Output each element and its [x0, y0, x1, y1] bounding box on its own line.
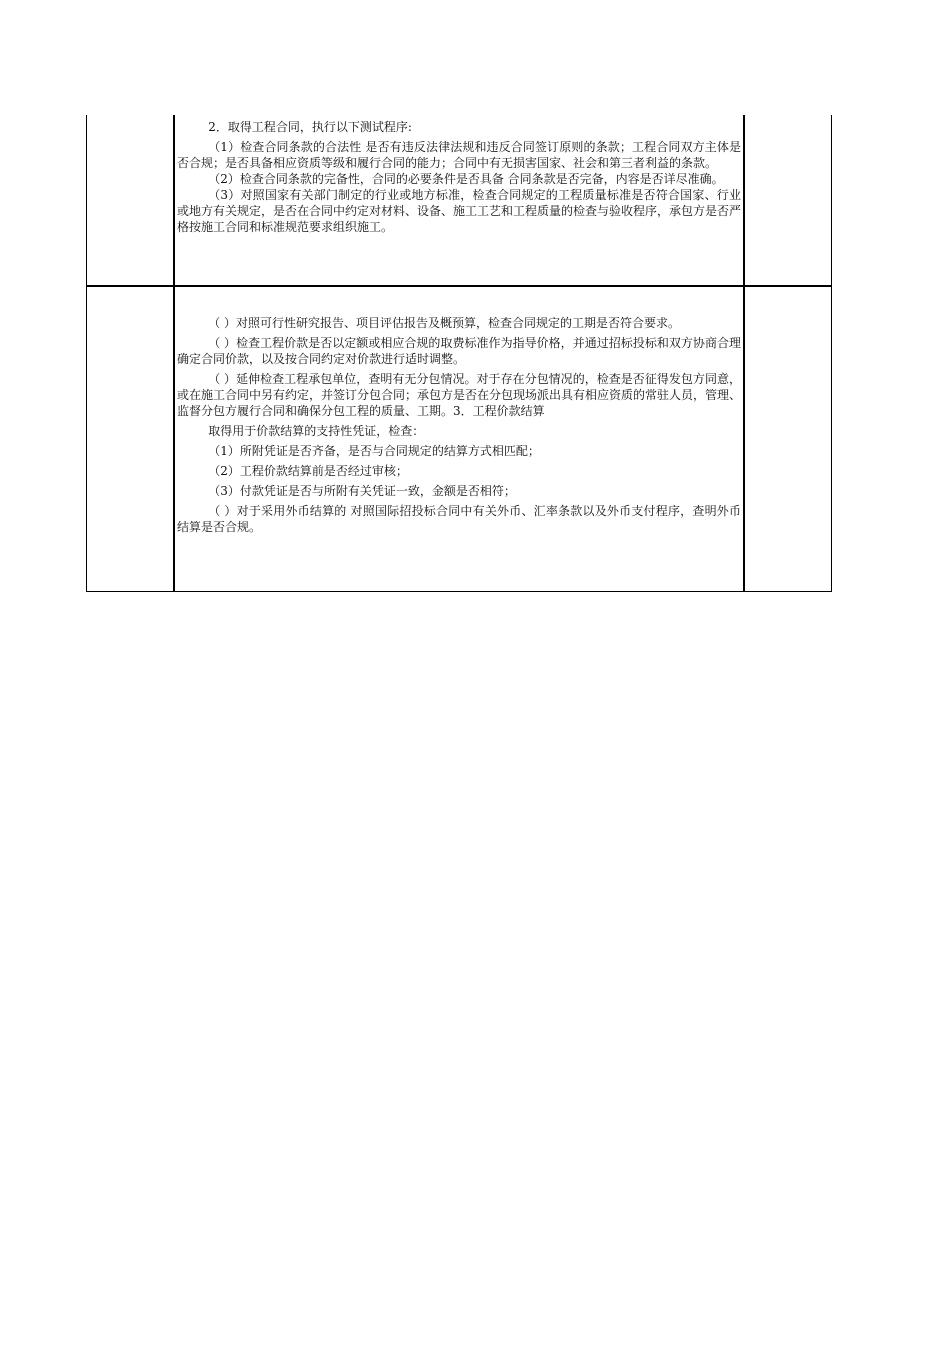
- paragraph: 取得用于价款结算的支持性凭证，检查：: [208, 424, 425, 438]
- paragraph: 2．取得工程合同，执行以下测试程序:: [208, 120, 412, 134]
- paragraph: （1）所附凭证是否齐备，是否与合同规定的结算方式相匹配；: [208, 444, 540, 458]
- paragraph: （ ）对照可行性研究报告、项目评估报告及概预算，检查合同规定的工期是否符合要求。: [208, 316, 681, 330]
- paragraph: （ ）延伸检查工程承包单位，查明有无分包情况。对于存在分包情况的，检查是否征得发包方同意，或在施工合同中另有约定，并签订分包合同；承包方是否在分包现场派出具有相应资质的常驻人员，管理、监督分包方履行合同和确保分包工程的质量、工期。3．工程价款结算: [177, 372, 742, 418]
- paragraph: （1）检查合同条款的合法性 是否有违反法律法规和违反合同签订原则的条款；工程合同双方主体是否合规；是否具备相应资质等级和履行合同的能力；合同中有无损害国家、社会和第三者利益的条款。: [177, 140, 741, 170]
- paragraph: （3）对照国家有关部门制定的行业或地方标准，检查合同规定的工程质量标准是否符合国家、行业或地方有关规定，是否在合同中约定对材料、设备、施工工艺和工程质量的检查与验收程序，承包方是否严格按施工合同和标准规范要求组织施工。: [177, 188, 742, 234]
- table-row: [87, 115, 832, 286]
- paragraph: （2）检查合同条款的完备性，合同的必要条件是否具备 合同条款是否完备，内容是否详尽准确。: [208, 172, 724, 186]
- paragraph: （2）工程价款结算前是否经过审核；: [208, 464, 408, 478]
- procedure-text: [175, 115, 743, 289]
- procedure-cell[interactable]: [174, 115, 744, 286]
- paragraph: （3）付款凭证是否与所附有关凭证一致，金额是否相符；: [208, 484, 516, 498]
- procedure-cell[interactable]: [174, 286, 744, 592]
- paragraph: （ ）检查工程价款是否以定额或相应合规的取费标准作为指导价格，并通过招标投标和双方协商合理确定合同价款，以及按合同约定对价款进行适时调整。: [177, 336, 741, 366]
- paragraph: （ ）对于采用外币结算的 对照国际招投标合同中有关外币、汇率条款以及外币支付程序，查明外币结算是否合规。: [177, 504, 741, 534]
- table-row: [87, 286, 832, 592]
- left-empty-cell[interactable]: [87, 115, 175, 286]
- left-empty-cell[interactable]: [87, 286, 175, 592]
- right-empty-cell[interactable]: [744, 286, 832, 592]
- right-empty-cell[interactable]: [744, 115, 832, 286]
- worksheet-table: [86, 115, 832, 592]
- procedure-text: [175, 287, 743, 619]
